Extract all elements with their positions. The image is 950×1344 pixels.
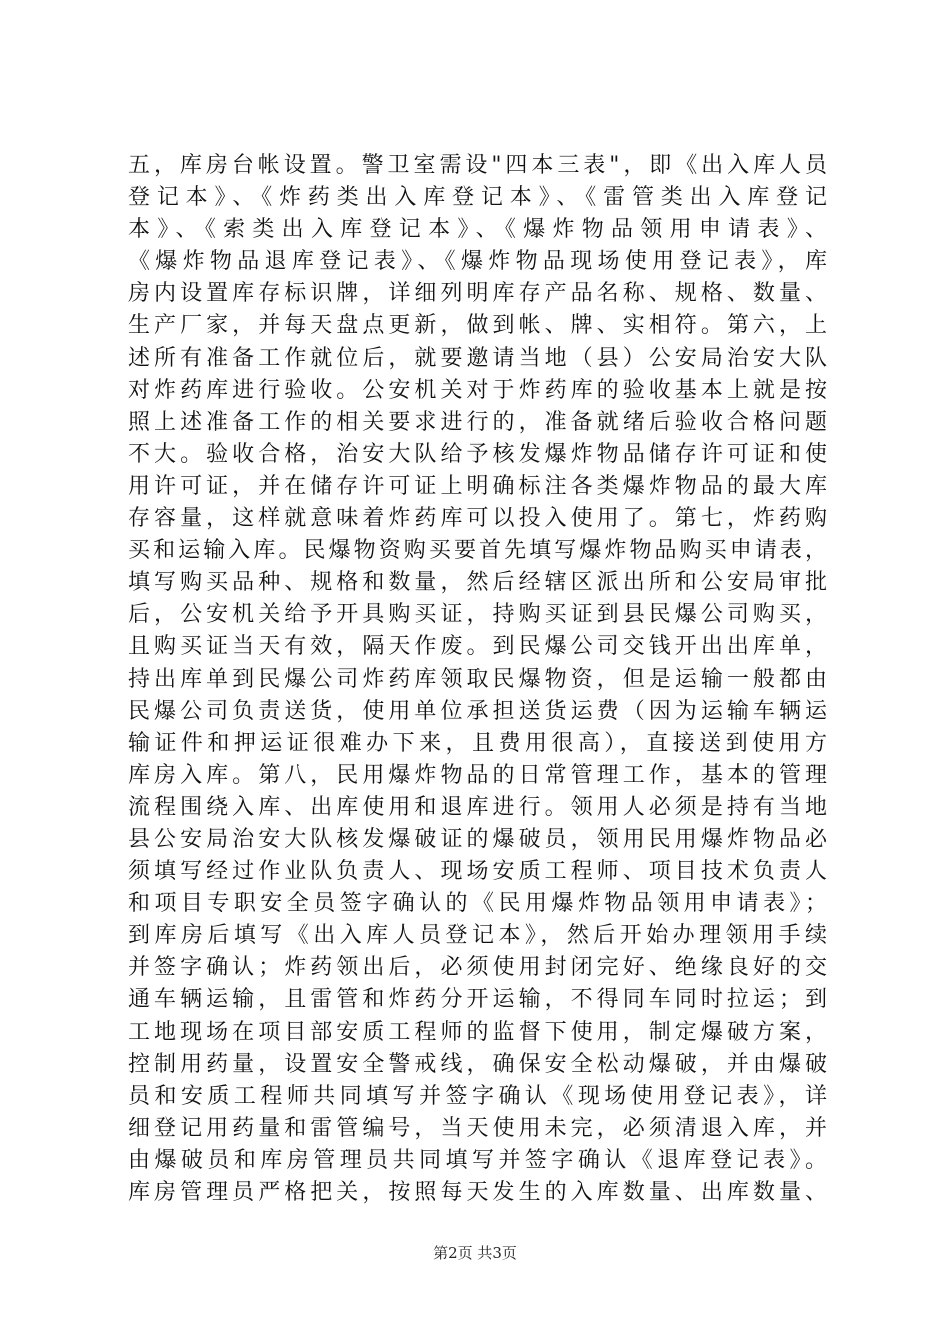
- text-line: 且购买证当天有效，隔天作废。到民爆公司交钱开出出库单，: [128, 634, 828, 660]
- text-line: 库房入库。第八，民用爆炸物品的日常管理工作，基本的管理: [128, 762, 828, 788]
- text-line: 不大。验收合格，治安大队给予核发爆炸物品储存许可证和使: [128, 441, 828, 467]
- text-line: 本》、《索类出入库登记本》、《爆炸物品领用申请表》、: [128, 217, 828, 243]
- page-footer: 第2页 共3页: [433, 1244, 517, 1262]
- text-line: 照上述准备工作的相关要求进行的，准备就绪后验收合格问题: [128, 409, 828, 435]
- text-line: 生产厂家，并每天盘点更新，做到帐、牌、实相符。第六，上: [128, 313, 828, 339]
- text-line: 五，库房台帐设置。警卫室需设"四本三表"，即《出入库人员: [128, 153, 828, 178]
- text-line: 买和运输入库。民爆物资购买要首先填写爆炸物品购买申请表，: [128, 538, 828, 564]
- text-line: 控制用药量，设置安全警戒线，确保安全松动爆破，并由爆破: [128, 1051, 828, 1077]
- text-line: 通车辆运输，且雷管和炸药分开运输，不得同车同时拉运；到: [128, 987, 828, 1013]
- text-line: 填写购买品种、规格和数量，然后经辖区派出所和公安局审批: [128, 570, 828, 596]
- text-line: 对炸药库进行验收。公安机关对于炸药库的验收基本上就是按: [128, 377, 828, 403]
- text-line: 县公安局治安大队核发爆破证的爆破员，领用民用爆炸物品必: [128, 826, 828, 852]
- text-line: 房内设置库存标识牌，详细列明库存产品名称、规格、数量、: [128, 281, 828, 307]
- text-line: 后，公安机关给予开具购买证，持购买证到县民爆公司购买，: [128, 602, 828, 628]
- text-line: 细登记用药量和雷管编号，当天使用未完，必须清退入库，并: [128, 1115, 828, 1141]
- text-line: 到库房后填写《出入库人员登记本》，然后开始办理领用手续: [128, 923, 828, 949]
- text-line: 持出库单到民爆公司炸药库领取民爆物资，但是运输一般都由: [128, 666, 828, 692]
- text-line: 述所有准备工作就位后，就要邀请当地（县）公安局治安大队: [128, 345, 828, 371]
- body-text: [128, 150, 828, 1209]
- text-line: 民爆公司负责送货，使用单位承担送货运费（因为运输车辆运: [128, 698, 828, 724]
- text-line: 输证件和押运证很难办下来，且费用很高），直接送到使用方: [128, 730, 828, 756]
- text-line: 员和安质工程师共同填写并签字确认《现场使用登记表》，详: [128, 1083, 828, 1109]
- text-line: 流程围绕入库、出库使用和退库进行。领用人必须是持有当地: [128, 794, 828, 820]
- text-line: 工地现场在项目部安质工程师的监督下使用，制定爆破方案，: [128, 1019, 828, 1045]
- text-line: 由爆破员和库房管理员共同填写并签字确认《退库登记表》。: [128, 1147, 828, 1173]
- text-line: 《爆炸物品退库登记表》、《爆炸物品现场使用登记表》，库: [128, 249, 828, 275]
- text-line: 库房管理员严格把关，按照每天发生的入库数量、出库数量、: [128, 1180, 828, 1205]
- text-line: 并签字确认；炸药领出后，必须使用封闭完好、绝缘良好的交: [128, 955, 828, 981]
- text-line: 和项目专职安全员签字确认的《民用爆炸物品领用申请表》；: [128, 891, 828, 917]
- text-line: 登记本》、《炸药类出入库登记本》、《雷管类出入库登记: [128, 185, 828, 211]
- text-line: 用许可证，并在储存许可证上明确标注各类爆炸物品的最大库: [128, 473, 828, 499]
- text-line: 存容量，这样就意味着炸药库可以投入使用了。第七，炸药购: [128, 506, 828, 532]
- text-line: 须填写经过作业队负责人、现场安质工程师、项目技术负责人: [128, 859, 828, 885]
